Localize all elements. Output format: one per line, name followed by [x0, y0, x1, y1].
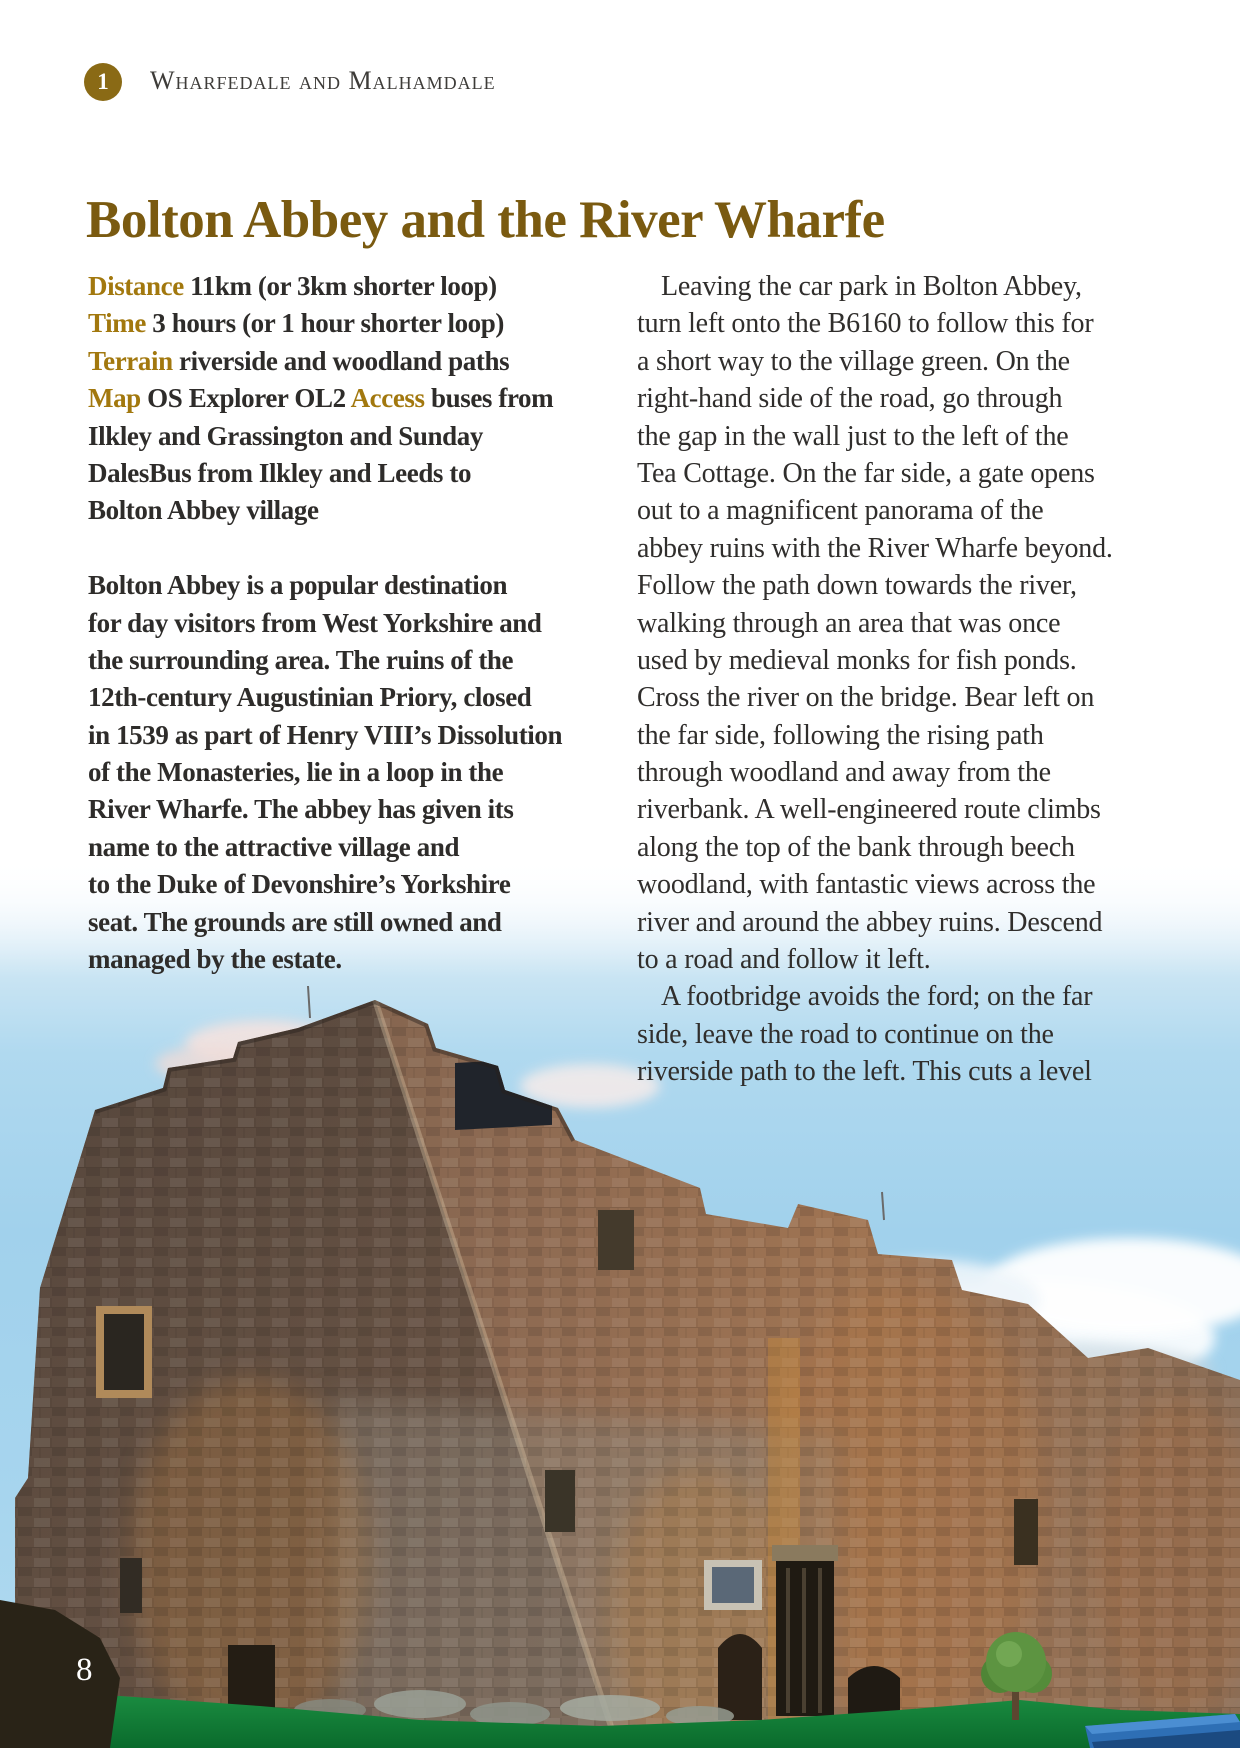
text-line: A footbridge avoids the ford; on the far — [661, 981, 1093, 1013]
text-line: the far side, following the rising path — [637, 719, 1044, 751]
chapter-title: Wharfedale and Malhamdale — [150, 66, 496, 95]
info-text: DalesBus from Ilkley and Leeds to — [88, 457, 472, 488]
info-text: 3 hours (or 1 hour shorter loop) — [145, 308, 504, 339]
text-line: Tea Cottage. On the far side, a gate opens — [637, 457, 1095, 489]
chapter-number: 1 — [97, 69, 109, 94]
info-line — [88, 380, 608, 417]
text-line: abbey ruins with the River Wharfe beyond. — [637, 532, 1113, 564]
info-text: Ilkley and Grassington and Sunday — [88, 420, 483, 451]
walk-info-block — [88, 268, 608, 530]
info-label: Map — [88, 383, 141, 414]
text-line: right-hand side of the road, go through — [637, 383, 1063, 415]
text-line: used by medieval monks for fish ponds. — [637, 644, 1077, 676]
left-column — [88, 268, 608, 978]
text-line: to a road and follow it left. — [637, 944, 931, 976]
text-line: for day visitors from West Yorkshire and — [88, 607, 542, 638]
info-label: Access — [350, 383, 425, 414]
text-line: along the top of the bank through beech — [637, 831, 1075, 863]
text-line: Leaving the car park in Bolton Abbey, — [661, 271, 1082, 302]
text-line: name to the attractive village and — [88, 831, 460, 862]
text-line: Cross the river on the bridge. Bear left on — [637, 682, 1095, 714]
right-column — [637, 268, 1157, 1091]
lightning-rod — [308, 986, 310, 1018]
info-text: 11km (or 3km shorter loop) — [183, 271, 497, 301]
page-number: 8 — [76, 1652, 93, 1688]
info-label: Terrain — [88, 345, 173, 376]
text-line: riverside path to the left. This cuts a level — [637, 1056, 1092, 1088]
info-line — [88, 455, 608, 492]
text-line: woodland, with fantastic views across the — [637, 869, 1096, 901]
info-text: buses from — [424, 383, 554, 414]
info-line — [88, 418, 608, 455]
text-line: turn left onto the B6160 to follow this for — [637, 308, 1094, 340]
info-line — [88, 268, 608, 305]
text-line: in 1539 as part of Henry VIII’s Dissolution — [88, 719, 563, 750]
text-line: seat. The grounds are still owned and — [88, 906, 502, 937]
info-line — [88, 492, 608, 529]
info-label: Distance — [88, 271, 184, 301]
info-label: Time — [88, 308, 146, 339]
intro-paragraph — [88, 567, 608, 978]
info-text: OS Explorer OL2 — [140, 383, 351, 414]
text-line: the surrounding area. The ruins of the — [88, 644, 514, 675]
text-line: side, leave the road to continue on the — [637, 1018, 1054, 1050]
text-line: river and around the abbey ruins. Descend — [637, 906, 1103, 938]
text-line: the gap in the wall just to the left of the — [637, 420, 1069, 452]
text-line: of the Monasteries, lie in a loop in the — [88, 757, 504, 788]
info-text: Bolton Abbey village — [88, 495, 319, 526]
info-text: riverside and woodland paths — [172, 345, 510, 376]
info-line — [88, 305, 608, 342]
text-line: through woodland and away from the — [637, 757, 1051, 789]
text-line: riverbank. A well-engineered route climbs — [637, 794, 1101, 826]
text-line: a short way to the village green. On the — [637, 345, 1070, 377]
page-title: Bolton Abbey and the River Wharfe — [86, 191, 885, 249]
text-line: walking through an area that was once — [637, 607, 1061, 639]
text-line: out to a magnificent panorama of the — [637, 495, 1044, 527]
text-line: Follow the path down towards the river, — [637, 570, 1077, 602]
text-line: Bolton Abbey is a popular destination — [88, 570, 508, 601]
lightning-rod — [882, 1192, 884, 1220]
text-line: River Wharfe. The abbey has given its — [88, 794, 514, 825]
text-line: managed by the estate. — [88, 944, 342, 975]
chapter-number-badge — [84, 63, 122, 101]
info-line — [88, 343, 608, 380]
text-line: 12th-century Augustinian Priory, closed — [88, 682, 532, 713]
text-line: to the Duke of Devonshire’s Yorkshire — [88, 869, 511, 900]
